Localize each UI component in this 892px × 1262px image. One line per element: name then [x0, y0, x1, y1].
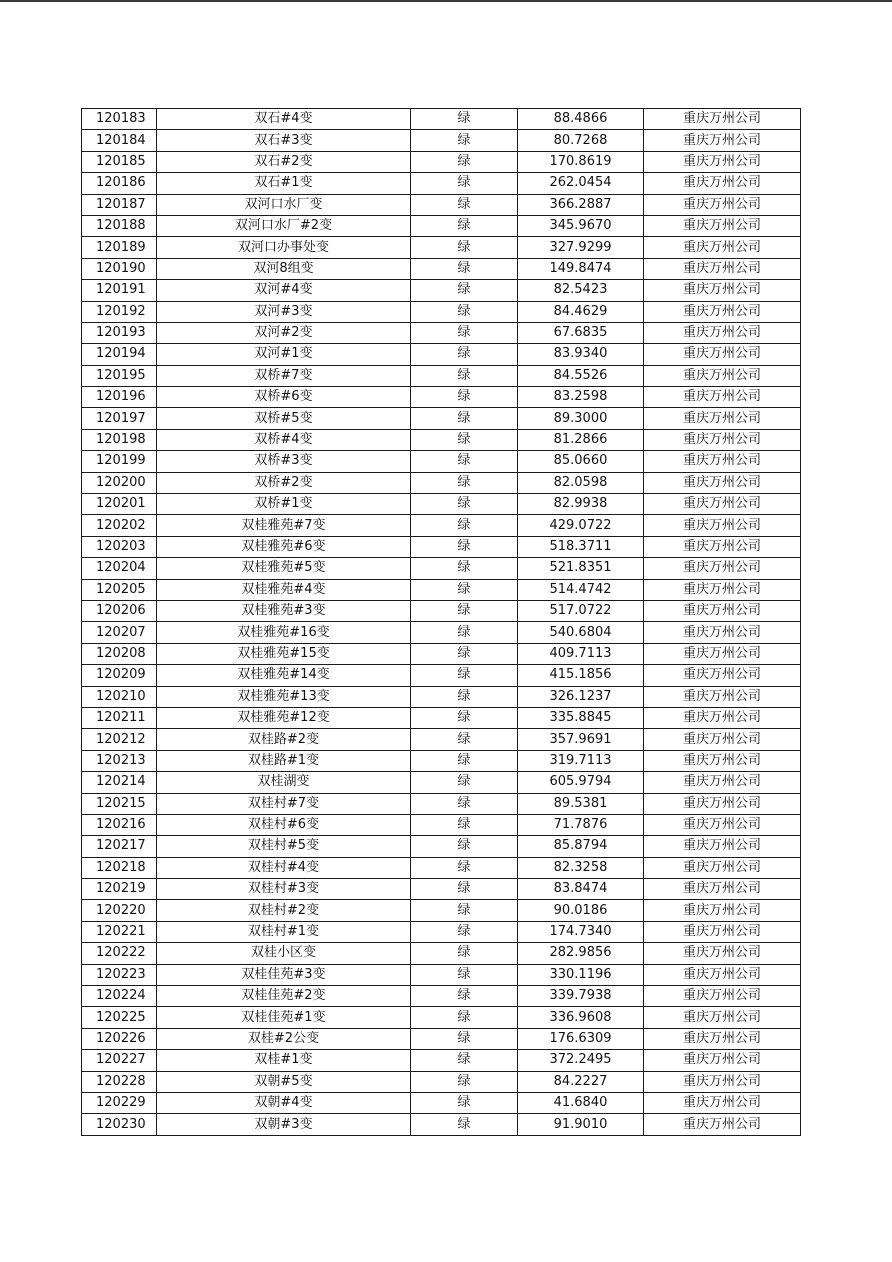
cell-value: 89.5381: [518, 793, 644, 814]
cell-id: 120225: [82, 1007, 157, 1028]
cell-company: 重庆万州公司: [644, 622, 801, 643]
cell-value: 429.0722: [518, 515, 644, 536]
cell-id: 120205: [82, 579, 157, 600]
cell-name: 双桂村#5变: [157, 836, 411, 857]
cell-value: 327.9299: [518, 237, 644, 258]
cell-status: 绿: [411, 344, 518, 365]
cell-id: 120185: [82, 151, 157, 172]
cell-value: 85.8794: [518, 836, 644, 857]
cell-status: 绿: [411, 1028, 518, 1049]
cell-status: 绿: [411, 408, 518, 429]
cell-value: 149.8474: [518, 258, 644, 279]
table-row: [82, 921, 801, 942]
table-row: [82, 365, 801, 386]
cell-name: 双桂小区变: [157, 943, 411, 964]
cell-value: 518.3711: [518, 536, 644, 557]
cell-company: 重庆万州公司: [644, 986, 801, 1007]
cell-company: 重庆万州公司: [644, 387, 801, 408]
table-row: [82, 237, 801, 258]
cell-value: 84.5526: [518, 365, 644, 386]
cell-id: 120210: [82, 686, 157, 707]
cell-name: 双桂雅苑#3变: [157, 600, 411, 621]
cell-name: 双桂佳苑#2变: [157, 986, 411, 1007]
table-row: [82, 1092, 801, 1113]
table-row: [82, 322, 801, 343]
cell-company: 重庆万州公司: [644, 173, 801, 194]
cell-status: 绿: [411, 857, 518, 878]
cell-name: 双桥#3变: [157, 451, 411, 472]
cell-id: 120214: [82, 772, 157, 793]
cell-value: 83.2598: [518, 387, 644, 408]
cell-company: 重庆万州公司: [644, 344, 801, 365]
cell-company: 重庆万州公司: [644, 109, 801, 130]
cell-id: 120220: [82, 900, 157, 921]
cell-value: 521.8351: [518, 558, 644, 579]
table-row: [82, 280, 801, 301]
cell-status: 绿: [411, 1007, 518, 1028]
cell-status: 绿: [411, 429, 518, 450]
cell-value: 174.7340: [518, 921, 644, 942]
table-row: [82, 686, 801, 707]
table-row: [82, 301, 801, 322]
table-row: [82, 622, 801, 643]
cell-company: 重庆万州公司: [644, 772, 801, 793]
cell-status: 绿: [411, 793, 518, 814]
cell-value: 517.0722: [518, 600, 644, 621]
cell-status: 绿: [411, 365, 518, 386]
table-row: [82, 665, 801, 686]
cell-value: 282.9856: [518, 943, 644, 964]
cell-company: 重庆万州公司: [644, 408, 801, 429]
table-row: [82, 173, 801, 194]
cell-company: 重庆万州公司: [644, 879, 801, 900]
cell-company: 重庆万州公司: [644, 943, 801, 964]
cell-name: 双桂村#6变: [157, 814, 411, 835]
cell-company: 重庆万州公司: [644, 130, 801, 151]
cell-name: 双桂#1变: [157, 1050, 411, 1071]
cell-name: 双石#1变: [157, 173, 411, 194]
cell-company: 重庆万州公司: [644, 1114, 801, 1135]
cell-status: 绿: [411, 836, 518, 857]
cell-value: 336.9608: [518, 1007, 644, 1028]
cell-value: 82.3258: [518, 857, 644, 878]
cell-name: 双桥#1变: [157, 494, 411, 515]
cell-status: 绿: [411, 943, 518, 964]
cell-value: 372.2495: [518, 1050, 644, 1071]
cell-company: 重庆万州公司: [644, 258, 801, 279]
cell-value: 319.7113: [518, 750, 644, 771]
cell-value: 339.7938: [518, 986, 644, 1007]
cell-name: 双河口水厂#2变: [157, 215, 411, 236]
cell-company: 重庆万州公司: [644, 429, 801, 450]
cell-status: 绿: [411, 986, 518, 1007]
table-row: [82, 1007, 801, 1028]
table-row: [82, 793, 801, 814]
cell-value: 80.7268: [518, 130, 644, 151]
cell-status: 绿: [411, 258, 518, 279]
cell-status: 绿: [411, 1071, 518, 1092]
cell-status: 绿: [411, 622, 518, 643]
cell-id: 120228: [82, 1071, 157, 1092]
cell-name: 双桂雅苑#6变: [157, 536, 411, 557]
cell-id: 120207: [82, 622, 157, 643]
table-row: [82, 964, 801, 985]
cell-name: 双桂雅苑#7变: [157, 515, 411, 536]
cell-company: 重庆万州公司: [644, 643, 801, 664]
cell-value: 82.0598: [518, 472, 644, 493]
cell-id: 120206: [82, 600, 157, 621]
cell-name: 双桥#6变: [157, 387, 411, 408]
cell-value: 415.1856: [518, 665, 644, 686]
cell-company: 重庆万州公司: [644, 900, 801, 921]
cell-id: 120227: [82, 1050, 157, 1071]
cell-id: 120224: [82, 986, 157, 1007]
cell-status: 绿: [411, 451, 518, 472]
cell-value: 82.5423: [518, 280, 644, 301]
cell-value: 89.3000: [518, 408, 644, 429]
cell-company: 重庆万州公司: [644, 301, 801, 322]
cell-value: 83.9340: [518, 344, 644, 365]
cell-name: 双朝#5变: [157, 1071, 411, 1092]
cell-value: 84.2227: [518, 1071, 644, 1092]
cell-status: 绿: [411, 729, 518, 750]
table-row: [82, 729, 801, 750]
table-row: [82, 1028, 801, 1049]
cell-value: 67.6835: [518, 322, 644, 343]
table-row: [82, 1050, 801, 1071]
table-body: [82, 109, 801, 1136]
cell-company: 重庆万州公司: [644, 579, 801, 600]
cell-status: 绿: [411, 237, 518, 258]
cell-status: 绿: [411, 686, 518, 707]
cell-status: 绿: [411, 921, 518, 942]
cell-company: 重庆万州公司: [644, 151, 801, 172]
cell-name: 双桂湖变: [157, 772, 411, 793]
cell-name: 双桂佳苑#3变: [157, 964, 411, 985]
table-row: [82, 344, 801, 365]
cell-company: 重庆万州公司: [644, 1028, 801, 1049]
cell-value: 41.6840: [518, 1092, 644, 1113]
cell-status: 绿: [411, 665, 518, 686]
cell-status: 绿: [411, 1050, 518, 1071]
cell-id: 120188: [82, 215, 157, 236]
cell-status: 绿: [411, 536, 518, 557]
cell-company: 重庆万州公司: [644, 494, 801, 515]
table-row: [82, 194, 801, 215]
cell-company: 重庆万州公司: [644, 451, 801, 472]
cell-status: 绿: [411, 280, 518, 301]
cell-value: 84.4629: [518, 301, 644, 322]
cell-company: 重庆万州公司: [644, 215, 801, 236]
table-row: [82, 130, 801, 151]
cell-value: 81.2866: [518, 429, 644, 450]
table-row: [82, 109, 801, 130]
table-row: [82, 1114, 801, 1135]
cell-status: 绿: [411, 558, 518, 579]
table-row: [82, 558, 801, 579]
cell-company: 重庆万州公司: [644, 558, 801, 579]
cell-value: 170.8619: [518, 151, 644, 172]
cell-company: 重庆万州公司: [644, 857, 801, 878]
table-row: [82, 429, 801, 450]
cell-value: 330.1196: [518, 964, 644, 985]
cell-id: 120199: [82, 451, 157, 472]
cell-status: 绿: [411, 301, 518, 322]
cell-company: 重庆万州公司: [644, 686, 801, 707]
cell-id: 120191: [82, 280, 157, 301]
cell-company: 重庆万州公司: [644, 665, 801, 686]
cell-id: 120190: [82, 258, 157, 279]
cell-value: 514.4742: [518, 579, 644, 600]
cell-company: 重庆万州公司: [644, 814, 801, 835]
cell-value: 605.9794: [518, 772, 644, 793]
cell-company: 重庆万州公司: [644, 707, 801, 728]
cell-id: 120189: [82, 237, 157, 258]
cell-name: 双河#4变: [157, 280, 411, 301]
cell-id: 120212: [82, 729, 157, 750]
table-row: [82, 451, 801, 472]
table-row: [82, 387, 801, 408]
cell-id: 120197: [82, 408, 157, 429]
cell-name: 双石#2变: [157, 151, 411, 172]
cell-id: 120184: [82, 130, 157, 151]
table-row: [82, 515, 801, 536]
cell-company: 重庆万州公司: [644, 750, 801, 771]
table-row: [82, 472, 801, 493]
cell-id: 120196: [82, 387, 157, 408]
cell-status: 绿: [411, 814, 518, 835]
table-row: [82, 494, 801, 515]
cell-status: 绿: [411, 600, 518, 621]
cell-name: 双桂雅苑#14变: [157, 665, 411, 686]
table-row: [82, 151, 801, 172]
cell-id: 120198: [82, 429, 157, 450]
cell-value: 366.2887: [518, 194, 644, 215]
cell-id: 120229: [82, 1092, 157, 1113]
cell-status: 绿: [411, 173, 518, 194]
cell-company: 重庆万州公司: [644, 921, 801, 942]
cell-status: 绿: [411, 515, 518, 536]
table-row: [82, 707, 801, 728]
cell-id: 120194: [82, 344, 157, 365]
cell-name: 双石#3变: [157, 130, 411, 151]
cell-name: 双桂路#2变: [157, 729, 411, 750]
table-row: [82, 814, 801, 835]
cell-company: 重庆万州公司: [644, 237, 801, 258]
cell-name: 双桂村#1变: [157, 921, 411, 942]
cell-company: 重庆万州公司: [644, 600, 801, 621]
table-row: [82, 986, 801, 1007]
cell-status: 绿: [411, 1092, 518, 1113]
cell-value: 83.8474: [518, 879, 644, 900]
cell-company: 重庆万州公司: [644, 1050, 801, 1071]
cell-company: 重庆万州公司: [644, 1007, 801, 1028]
cell-name: 双桂村#7变: [157, 793, 411, 814]
cell-value: 335.8845: [518, 707, 644, 728]
cell-company: 重庆万州公司: [644, 729, 801, 750]
table-row: [82, 536, 801, 557]
cell-status: 绿: [411, 387, 518, 408]
table-row: [82, 772, 801, 793]
cell-company: 重庆万州公司: [644, 964, 801, 985]
cell-id: 120203: [82, 536, 157, 557]
cell-value: 357.9691: [518, 729, 644, 750]
cell-company: 重庆万州公司: [644, 536, 801, 557]
cell-name: 双桥#5变: [157, 408, 411, 429]
cell-status: 绿: [411, 194, 518, 215]
cell-name: 双石#4变: [157, 109, 411, 130]
cell-name: 双桂雅苑#13变: [157, 686, 411, 707]
cell-company: 重庆万州公司: [644, 515, 801, 536]
cell-name: 双桂雅苑#15变: [157, 643, 411, 664]
cell-value: 345.9670: [518, 215, 644, 236]
cell-value: 90.0186: [518, 900, 644, 921]
cell-status: 绿: [411, 151, 518, 172]
cell-id: 120200: [82, 472, 157, 493]
cell-name: 双桂村#4变: [157, 857, 411, 878]
cell-name: 双桂雅苑#12变: [157, 707, 411, 728]
cell-id: 120216: [82, 814, 157, 835]
cell-value: 85.0660: [518, 451, 644, 472]
cell-company: 重庆万州公司: [644, 194, 801, 215]
cell-name: 双桥#7变: [157, 365, 411, 386]
cell-id: 120201: [82, 494, 157, 515]
cell-status: 绿: [411, 750, 518, 771]
cell-company: 重庆万州公司: [644, 280, 801, 301]
cell-value: 540.6804: [518, 622, 644, 643]
table-row: [82, 215, 801, 236]
cell-status: 绿: [411, 215, 518, 236]
cell-status: 绿: [411, 109, 518, 130]
transformer-table: [81, 108, 801, 1136]
cell-company: 重庆万州公司: [644, 1092, 801, 1113]
cell-company: 重庆万州公司: [644, 322, 801, 343]
cell-name: 双桂#2公变: [157, 1028, 411, 1049]
cell-company: 重庆万州公司: [644, 793, 801, 814]
cell-value: 409.7113: [518, 643, 644, 664]
table-row: [82, 943, 801, 964]
cell-status: 绿: [411, 579, 518, 600]
cell-company: 重庆万州公司: [644, 1071, 801, 1092]
cell-name: 双桂路#1变: [157, 750, 411, 771]
cell-id: 120193: [82, 322, 157, 343]
cell-id: 120192: [82, 301, 157, 322]
cell-value: 91.9010: [518, 1114, 644, 1135]
cell-id: 120213: [82, 750, 157, 771]
cell-value: 262.0454: [518, 173, 644, 194]
cell-name: 双河口水厂变: [157, 194, 411, 215]
table-row: [82, 600, 801, 621]
cell-name: 双桂村#3变: [157, 879, 411, 900]
cell-id: 120183: [82, 109, 157, 130]
cell-id: 120204: [82, 558, 157, 579]
cell-id: 120187: [82, 194, 157, 215]
table-row: [82, 1071, 801, 1092]
cell-status: 绿: [411, 707, 518, 728]
cell-name: 双桂雅苑#16变: [157, 622, 411, 643]
table-row: [82, 750, 801, 771]
cell-id: 120223: [82, 964, 157, 985]
cell-name: 双桥#2变: [157, 472, 411, 493]
table-row: [82, 836, 801, 857]
cell-status: 绿: [411, 1114, 518, 1135]
cell-id: 120195: [82, 365, 157, 386]
cell-name: 双朝#4变: [157, 1092, 411, 1113]
cell-value: 326.1237: [518, 686, 644, 707]
cell-name: 双桥#4变: [157, 429, 411, 450]
cell-company: 重庆万州公司: [644, 365, 801, 386]
cell-id: 120226: [82, 1028, 157, 1049]
cell-status: 绿: [411, 472, 518, 493]
cell-id: 120211: [82, 707, 157, 728]
cell-status: 绿: [411, 964, 518, 985]
cell-value: 176.6309: [518, 1028, 644, 1049]
cell-name: 双朝#3变: [157, 1114, 411, 1135]
cell-status: 绿: [411, 494, 518, 515]
cell-name: 双桂雅苑#5变: [157, 558, 411, 579]
cell-name: 双桂雅苑#4变: [157, 579, 411, 600]
cell-id: 120218: [82, 857, 157, 878]
table-row: [82, 879, 801, 900]
cell-status: 绿: [411, 879, 518, 900]
cell-status: 绿: [411, 900, 518, 921]
cell-name: 双河#1变: [157, 344, 411, 365]
cell-status: 绿: [411, 643, 518, 664]
cell-id: 120217: [82, 836, 157, 857]
table-row: [82, 258, 801, 279]
cell-name: 双桂佳苑#1变: [157, 1007, 411, 1028]
cell-status: 绿: [411, 130, 518, 151]
page-top-border: [0, 0, 892, 2]
cell-company: 重庆万州公司: [644, 836, 801, 857]
cell-name: 双桂村#2变: [157, 900, 411, 921]
cell-id: 120209: [82, 665, 157, 686]
cell-value: 82.9938: [518, 494, 644, 515]
cell-name: 双河#2变: [157, 322, 411, 343]
table-row: [82, 643, 801, 664]
cell-id: 120186: [82, 173, 157, 194]
cell-id: 120202: [82, 515, 157, 536]
cell-name: 双河口办事处变: [157, 237, 411, 258]
cell-value: 71.7876: [518, 814, 644, 835]
cell-id: 120222: [82, 943, 157, 964]
cell-company: 重庆万州公司: [644, 472, 801, 493]
cell-value: 88.4866: [518, 109, 644, 130]
cell-name: 双河#3变: [157, 301, 411, 322]
cell-name: 双河8组变: [157, 258, 411, 279]
cell-status: 绿: [411, 322, 518, 343]
cell-id: 120215: [82, 793, 157, 814]
cell-id: 120208: [82, 643, 157, 664]
table-row: [82, 900, 801, 921]
cell-id: 120221: [82, 921, 157, 942]
cell-id: 120219: [82, 879, 157, 900]
table-row: [82, 408, 801, 429]
table-row: [82, 857, 801, 878]
cell-status: 绿: [411, 772, 518, 793]
table-row: [82, 579, 801, 600]
cell-id: 120230: [82, 1114, 157, 1135]
